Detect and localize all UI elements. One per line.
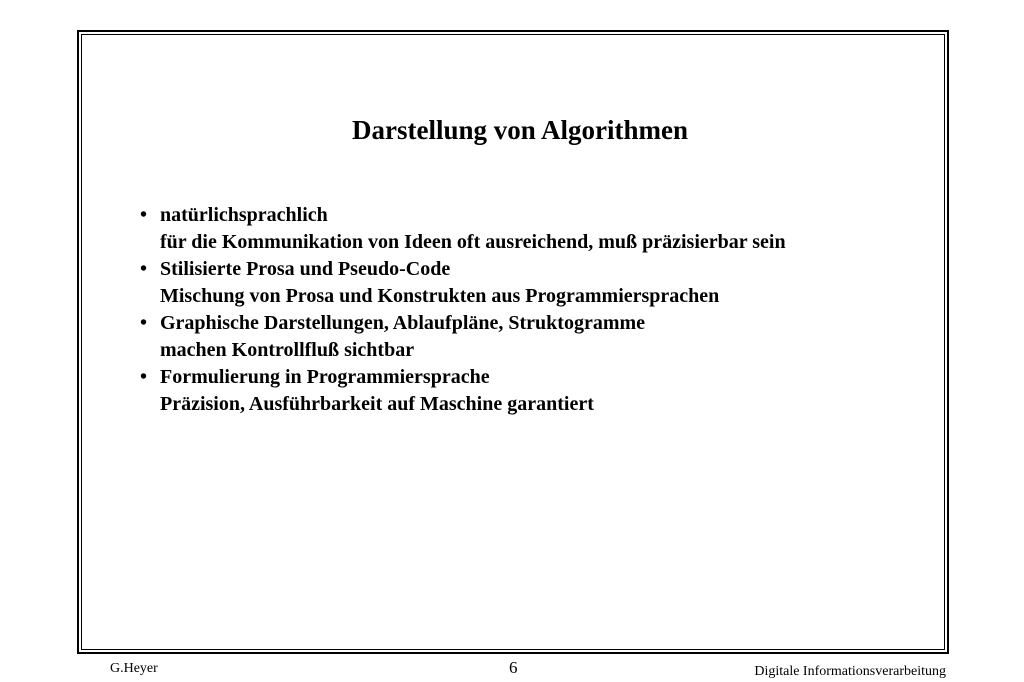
footer-author: G.Heyer <box>110 661 158 676</box>
bullet-list <box>138 202 786 418</box>
bullet-item-programming-language <box>138 364 786 418</box>
bullet-detail: Präzision, Ausführbarkeit auf Maschine garantiert <box>160 393 594 415</box>
footer-page-number: 6 <box>509 658 518 677</box>
bullet-detail: machen Kontrollfluß sichtbar <box>160 339 415 361</box>
bullet-item-pseudo-code <box>138 256 786 310</box>
bullet-item-graphical <box>138 310 786 364</box>
bullet-detail: für die Kommunikation von Ideen oft ausreichend, muß präzisierbar sein <box>160 231 786 253</box>
bullet-marker: • <box>140 312 148 334</box>
bullet-marker: • <box>140 204 148 226</box>
bullet-heading: Formulierung in Programmiersprache <box>160 366 490 388</box>
bullet-heading: Graphische Darstellungen, Ablaufpläne, Struktogramme <box>160 312 646 334</box>
slide-title: Darstellung von Algorithmen <box>351 115 688 145</box>
bullet-heading: Stilisierte Prosa und Pseudo-Code <box>160 258 451 280</box>
bullet-item-natural-language <box>138 202 786 256</box>
bullet-marker: • <box>140 258 148 280</box>
bullet-heading: natürlichsprachlich <box>160 204 328 226</box>
bullet-detail: Mischung von Prosa und Konstrukten aus Programmiersprachen <box>160 285 720 307</box>
bullet-marker: • <box>140 366 148 388</box>
footer-course-title: Digitale Informationsverarbeitung <box>754 664 946 679</box>
